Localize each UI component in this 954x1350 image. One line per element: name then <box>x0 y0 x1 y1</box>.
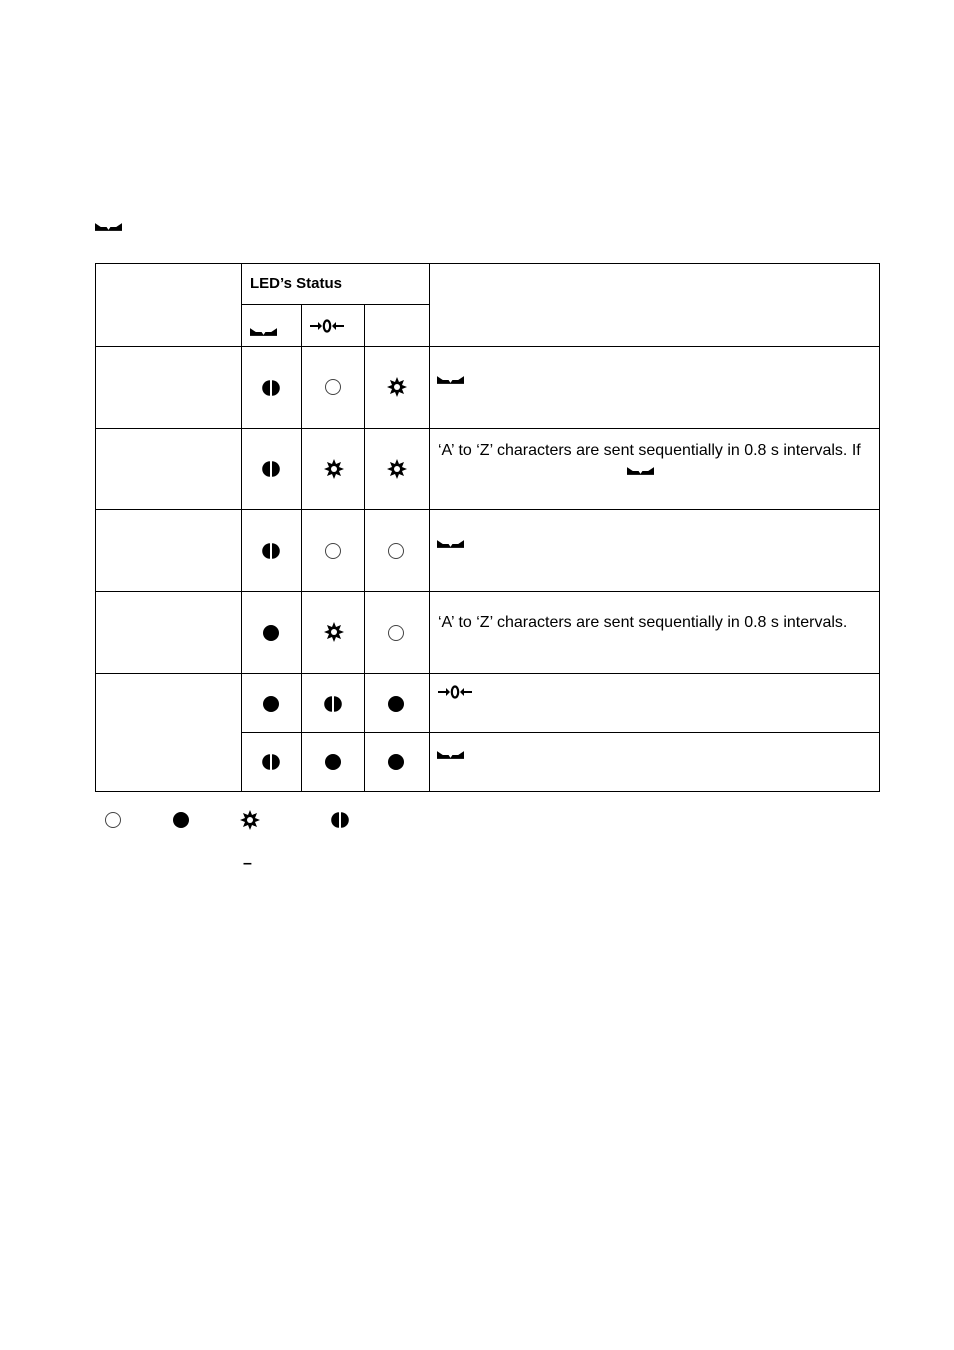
legend-led-blink-icon <box>240 810 260 830</box>
footnote-dash: – <box>243 855 252 872</box>
led-blink-icon <box>387 459 407 479</box>
led-status-table <box>95 263 880 792</box>
led-off-icon <box>324 378 342 396</box>
stable-icon <box>437 750 464 760</box>
leds-status-header: LED’s Status <box>250 275 342 292</box>
led-blink-icon <box>324 459 344 479</box>
stable-icon <box>437 539 464 549</box>
led-on-icon <box>262 695 280 713</box>
stable-icon <box>437 375 464 385</box>
led-off-icon <box>387 542 405 560</box>
legend-led-on-icon <box>172 811 190 829</box>
stable-icon <box>95 222 122 232</box>
led-blink-icon <box>324 622 344 642</box>
row2-description: ‘A’ to ‘Z’ characters are sent sequentially in 0.8 s intervals. If <box>438 442 861 459</box>
zero-icon <box>309 319 345 333</box>
led-off-icon <box>324 542 342 560</box>
zero-icon <box>437 685 473 699</box>
led-half-icon <box>262 542 280 560</box>
led-on-icon <box>387 695 405 713</box>
led-on-icon <box>387 753 405 771</box>
led-on-icon <box>324 753 342 771</box>
stable-icon <box>627 466 654 476</box>
legend-led-half-icon <box>331 811 349 829</box>
led-half-icon <box>262 460 280 478</box>
led-half-icon <box>324 695 342 713</box>
led-half-icon <box>262 753 280 771</box>
legend-led-off-icon <box>104 811 122 829</box>
led-half-icon <box>262 379 280 397</box>
led-on-icon <box>262 624 280 642</box>
row4-description: ‘A’ to ‘Z’ characters are sent sequentially in 0.8 s intervals. <box>438 614 848 631</box>
led-blink-icon <box>387 377 407 397</box>
led-off-icon <box>387 624 405 642</box>
stable-icon <box>250 327 277 337</box>
